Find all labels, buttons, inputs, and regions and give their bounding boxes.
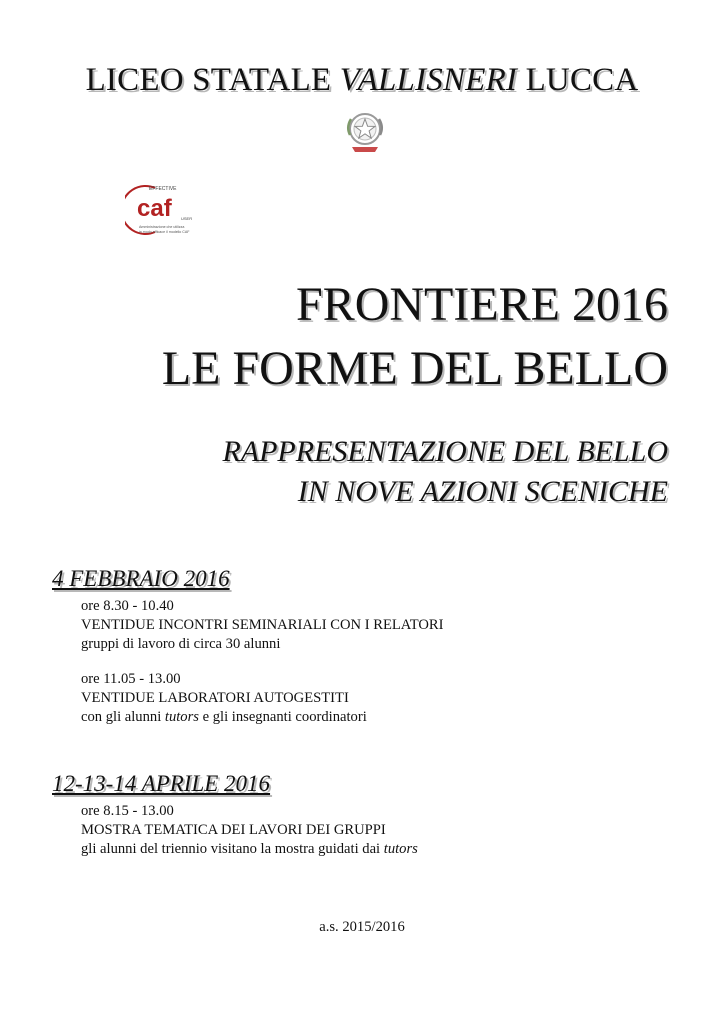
- caf-caption-2: in modo efficace il modello CAF: [139, 230, 190, 234]
- session-title: VENTIDUE INCONTRI SEMINARIALI CON I RELATORI: [81, 617, 444, 633]
- caf-side-text: USER: [181, 216, 193, 221]
- session-note: con gli alunni tutors e gli insegnanti coordinatori: [81, 709, 367, 725]
- event-date-2: 12-13-14 APRILE 2016: [52, 771, 271, 796]
- session-time: ore 11.05 - 13.00: [81, 671, 181, 687]
- school-suffix: LUCCA: [517, 62, 639, 98]
- session-time: ore 8.15 - 13.00: [81, 803, 174, 819]
- event-date-1: 4 FEBBRAIO 2016: [52, 566, 230, 591]
- main-title-line1: FRONTIERE 2016: [296, 278, 668, 331]
- session-2: [81, 670, 367, 727]
- italian-republic-emblem-icon: [340, 107, 390, 157]
- caf-top-text: EFFECTIVE: [149, 186, 177, 192]
- session-1: [81, 597, 444, 654]
- subtitle-line1: RAPPRESENTAZIONE DEL BELLO: [222, 435, 668, 468]
- caf-logo-icon: [125, 182, 197, 238]
- session-time: ore 8.30 - 10.40: [81, 598, 174, 614]
- school-name: VALLISNERI: [339, 62, 518, 98]
- school-title: [0, 60, 724, 100]
- caf-caption-1: Amministrazione che utilizza: [139, 225, 185, 229]
- session-note: gli alunni del triennio visitano la mostra guidati dai tutors: [81, 841, 418, 857]
- subtitle-line2: IN NOVE AZIONI SCENICHE: [297, 475, 668, 508]
- session-3: [81, 802, 418, 859]
- main-title-line2: LE FORME DEL BELLO: [161, 342, 668, 395]
- caf-main-text: caf: [137, 195, 172, 222]
- session-title: VENTIDUE LABORATORI AUTOGESTITI: [81, 690, 349, 706]
- school-year: a.s. 2015/2016: [319, 919, 405, 935]
- school-prefix: LICEO STATALE: [85, 62, 340, 98]
- session-title: MOSTRA TEMATICA DEI LAVORI DEI GRUPPI: [81, 822, 386, 838]
- session-note: gruppi di lavoro di circa 30 alunni: [81, 636, 281, 652]
